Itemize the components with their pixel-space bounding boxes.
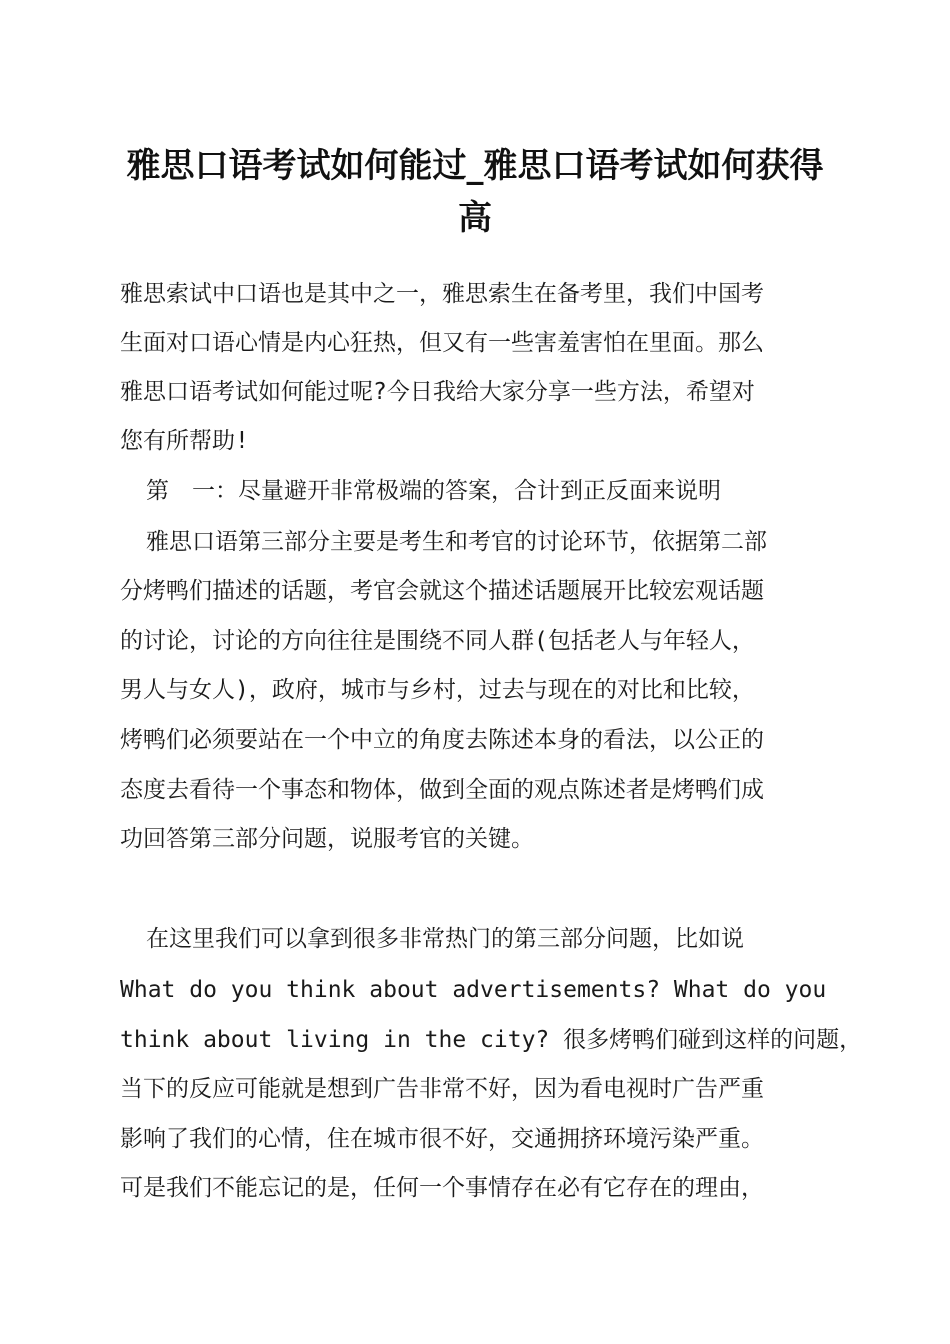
body-line: 雅思口语第三部分主要是考生和考官的讨论环节，依据第二部 bbox=[146, 529, 767, 555]
body-line: 的讨论，讨论的方向往往是围绕不同人群(包括老人与年轻人， bbox=[120, 628, 755, 654]
section-heading: 第 一：尽量避开非常极端的答案，合计到正反面来说明 bbox=[146, 478, 721, 504]
body-line: 烤鸭们必须要站在一个中立的角度去陈述本身的看法，以公正的 bbox=[120, 727, 764, 753]
body-line: 影响了我们的心情，住在城市很不好，交通拥挤环境污染严重。 bbox=[120, 1126, 764, 1152]
body-line: 态度去看待一个事态和物体，做到全面的观点陈述者是烤鸭们成 bbox=[120, 777, 764, 803]
body-line: 您有所帮助! bbox=[120, 428, 249, 454]
body-line: think about living in the city? 很多烤鸭们碰到这样的问题， bbox=[120, 1027, 863, 1053]
body-line: What do you think about advertisements? What do you bbox=[120, 977, 827, 1003]
body-line: 男人与女人)，政府，城市与乡村，过去与现在的对比和比较， bbox=[120, 677, 755, 703]
body-line: 雅思口语考试如何能过呢?今日我给大家分享一些方法，希望对 bbox=[120, 379, 755, 405]
body-line: 当下的反应可能就是想到广告非常不好，因为看电视时广告严重 bbox=[120, 1076, 764, 1102]
body-line: 生面对口语心情是内心狂热，但又有一些害羞害怕在里面。那么 bbox=[120, 330, 764, 356]
body-line: 雅思索试中口语也是其中之一，雅思索生在备考里，我们中国考 bbox=[120, 281, 764, 307]
body-line: 功回答第三部分问题，说服考官的关键。 bbox=[120, 826, 534, 852]
body-line: 在这里我们可以拿到很多非常热门的第三部分问题，比如说 bbox=[146, 926, 744, 952]
document-title: 雅思口语考试如何能过_雅思口语考试如何获得高 bbox=[126, 146, 824, 238]
body-line: 分烤鸭们描述的话题，考官会就这个描述话题展开比较宏观话题 bbox=[120, 578, 764, 604]
body-line: 可是我们不能忘记的是，任何一个事情存在必有它存在的理由， bbox=[120, 1175, 764, 1201]
